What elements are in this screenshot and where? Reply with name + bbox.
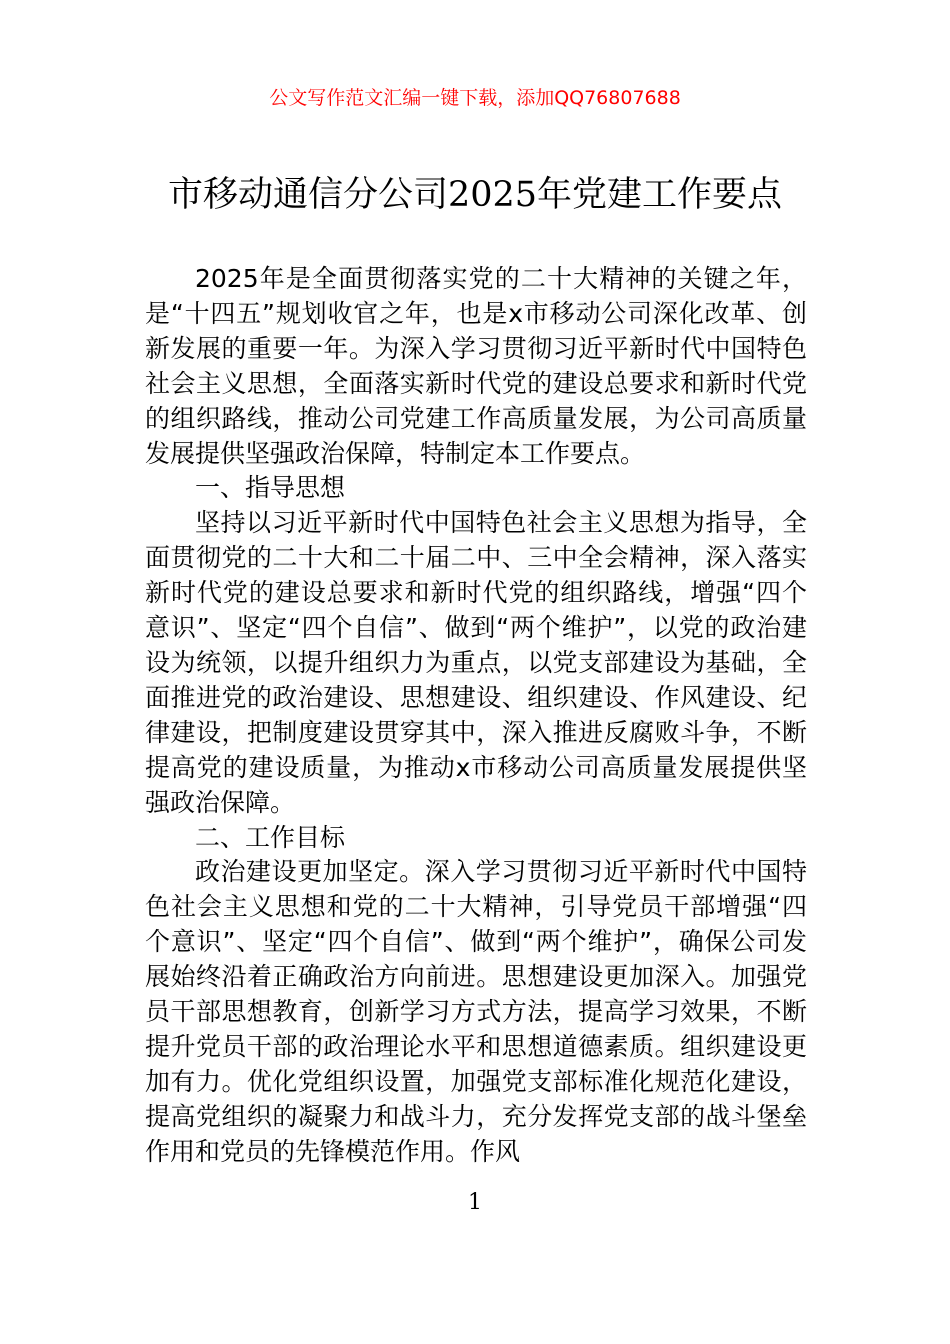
download-banner: 公文写作范文汇编一键下载，添加QQ76807688 xyxy=(269,87,681,109)
guiding-ideology-paragraph: 坚持以习近平新时代中国特色社会主义思想为指导，全面贯彻党的二十大和二十届二中、三中全会精神，深入落实新时代党的建设总要求和新时代党的组织路线，增强“四个意识”、坚定“四个自信”、做到“两个维护”，以党的政治建设为统领，以提升组织力为重点，以党支部建设为基础，全面推进党的政治建设、思想建设、组织建设、作风建设、纪律建设，把制度建设贯穿其中，深入推进反腐败斗争，不断提高党的建设质量，为推动x市移动公司高质量发展提供坚强政治保障。 xyxy=(145,508,807,817)
work-goals-paragraph: 政治建设更加坚定。深入学习贯彻习近平新时代中国特色社会主义思想和党的二十大精神，引导党员干部增强“四个意识”、坚定“四个自信”、做到“两个维护”，确保公司发展始终沿着正确政治方向前进。思想建设更加深入。加强党员干部思想教育，创新学习方式方法，提高学习效果，不断提升党员干部的政治理论水平和思想道德素质。组织建设更加有力。优化党组织设置，加强党支部标准化规范化建设，提高党组织的凝聚力和战斗力，充分发挥党支部的战斗堡垒作用和党员的先锋模范作用。作风 xyxy=(145,857,807,1166)
intro-paragraph: 2025年是全面贯彻落实党的二十大精神的关键之年，是“十四五”规划收官之年，也是x市移动公司深化改革、创新发展的重要一年。为深入学习贯彻习近平新时代中国特色社会主义思想，全面落实新时代党的建设总要求和新时代党的组织路线，推动公司党建工作高质量发展，为公司高质量发展提供坚强政治保障，特制定本工作要点。 xyxy=(145,264,807,468)
page-number: 1 xyxy=(468,1190,482,1215)
document-body xyxy=(145,262,807,1170)
section-heading-guiding-ideology: 一、指导思想 xyxy=(195,473,346,503)
document-title: 市移动通信分公司2025年党建工作要点 xyxy=(167,175,783,215)
section-heading-work-goals: 二、工作目标 xyxy=(195,822,346,852)
